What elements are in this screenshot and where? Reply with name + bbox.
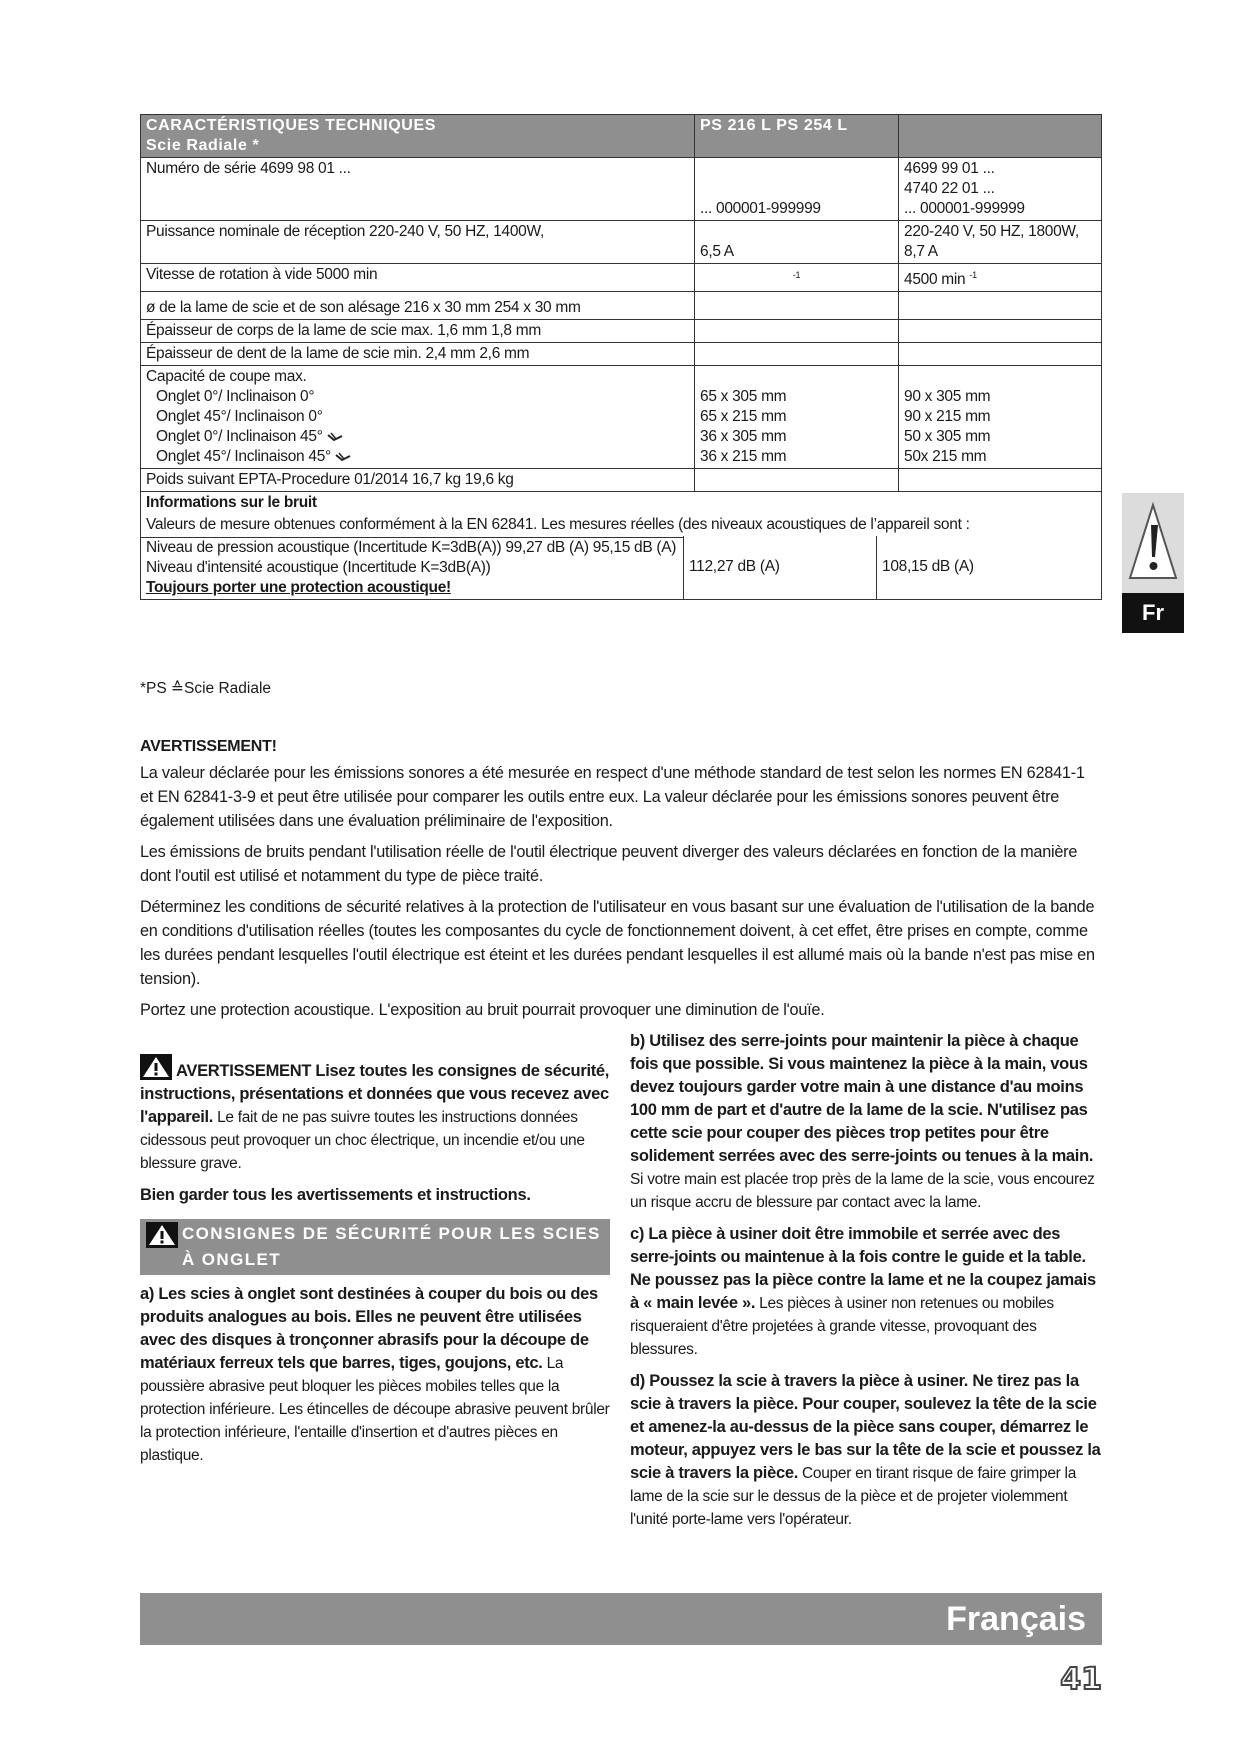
spec-header-models: PS 216 L PS 254 L <box>695 115 899 158</box>
power-col2: 6,5 A <box>695 221 899 264</box>
warning-triangle-icon <box>140 1054 172 1080</box>
warning-triangle-icon <box>146 1222 178 1248</box>
capacity-col3: 90 x 305 mm 90 x 215 mm 50 x 305 mm 50x 215 mm <box>899 366 1102 469</box>
serial-col3: 4699 99 01 ... 4740 22 01 ... ... 000001-999999 <box>899 158 1102 221</box>
keep-instructions: Bien garder tous les avertissements et instructions. <box>140 1186 531 1204</box>
noise-title: Informations sur le bruit <box>146 494 317 512</box>
page-number: 41 <box>1060 1662 1102 1697</box>
spec-header-empty <box>899 115 1102 158</box>
footnote: *PS ≙Scie Radiale <box>140 680 272 697</box>
warning-paragraph: Les émissions de bruits pendant l'utilisation réelle de l'outil électrique peuvent diverger des valeurs déclarées en fonction de la manière dont l'outil est utilisé et notamment du type de pièce traité. <box>140 843 1078 885</box>
speed-label: Vitesse de rotation à vide 5000 min <box>141 264 695 292</box>
weight-label: Poids suivant EPTA-Procedure 01/2014 16,7 kg 19,6 kg <box>141 469 695 492</box>
bevel-miter-cut-icon <box>335 451 351 463</box>
spec-header-title-cell <box>141 115 695 158</box>
body-label: Épaisseur de corps de la lame de scie max. 1,6 mm 1,8 mm <box>141 320 695 343</box>
table-row <box>141 469 1102 492</box>
noise-intensity-col3: 108,15 dB (A) <box>882 558 974 576</box>
bevel-cut-icon <box>327 431 343 443</box>
spec-header-title: CARACTÉRISTIQUES TECHNIQUES <box>146 117 436 134</box>
right-column <box>630 1030 1102 1540</box>
table-row <box>141 264 1102 292</box>
noise-pressure: Niveau de pression acoustique (Incertitude K=3dB(A)) 99,27 dB (A) 95,15 dB (A) <box>141 537 683 558</box>
noise-intro: Valeurs de mesure obtenues conformément à la EN 62841. Les mesures réelles (des niveaux acoustiques de l’appareil sont : <box>146 516 970 534</box>
rule-d: d) Poussez la scie à travers la pièce à usiner. Ne tirez pas la scie à travers la pièce. Pour couper, soulevez la tête de la scie et amenez-la au-dessus de la pièce sans couper, démarrez le moteur, appuyez vers le bas sur la tête de la scie et poussez la scie à travers la pièce. Couper en tirant risque de faire grimper la lame de la scie sur le dessus de la pièce et de projeter violemment l'unité porte-lame vers l'opérateur. <box>630 1372 1101 1528</box>
capacity-cell: Capacité de coupe max. Onglet 0°/ Inclinaison 0° Onglet 45°/ Inclinaison 0° Onglet 0°/ Inclinaison 45° Onglet 45°/ Inclinaison 45° <box>141 366 695 469</box>
power-label: Puissance nominale de réception 220-240 V, 50 HZ, 1400W, <box>141 221 695 264</box>
power-col3: 220-240 V, 50 HZ, 1800W, 8,7 A <box>899 221 1102 264</box>
footer-language-bar: Français <box>140 1593 1102 1645</box>
speed-col3: 4500 min $^{-1}$ <box>899 264 1102 292</box>
noise-warning-block <box>140 735 1102 1029</box>
left-column <box>140 1054 612 1476</box>
table-row <box>141 343 1102 366</box>
tooth-label: Épaisseur de dent de la lame de scie min. 2,4 mm 2,6 mm <box>141 343 695 366</box>
warning-paragraph: Déterminez les conditions de sécurité relatives à la protection de l'utilisateur en vous basant sur une évaluation de l'utilisation de la bande en conditions d'utilisation réelles (toutes les composantes du cycle de fonctionnement doivent, à cet effet, être prises en compte, comme les durées pendant lesquelles l'outil électrique est éteint et les durées pendant lesquelles il est allumé mais où la bande n'est pas mise en tension). <box>140 898 1095 988</box>
table-row <box>141 320 1102 343</box>
warning-paragraph: La valeur déclarée pour les émissions sonores a été mesurée en respect d'une méthode standard de test selon les normes EN 62841-1 et EN 62841-3-9 et peut être utilisée pour comparer les outils entre eux. La valeur déclarée pour les émissions sonores peuvent être également utilisées dans une évaluation préliminaire de l'exposition. <box>140 764 1085 830</box>
table-row <box>141 366 1102 469</box>
noise-intensity-col2: 112,27 dB (A) <box>684 536 877 599</box>
warning-exclamation-icon <box>1122 493 1184 593</box>
general-warning-bold: AVERTISSEMENT Lisez toutes les consignes de sécurité, instructions, présentations et données que vous recevez avec l'appareil. <box>140 1062 610 1126</box>
language-code: Fr <box>1122 593 1184 633</box>
speed-col2: -1 <box>695 264 899 292</box>
spec-table <box>140 114 1102 600</box>
noise-protection: Toujours porter une protection acoustique! <box>146 579 451 597</box>
capacity-label: Capacité de coupe max. <box>146 368 307 386</box>
table-row <box>141 221 1102 264</box>
warning-title: AVERTISSEMENT! <box>140 738 277 755</box>
noise-intensity-label: Niveau d'intensité acoustique (Incertitude K=3dB(A)) <box>146 559 491 577</box>
table-row <box>141 158 1102 221</box>
spec-table-header <box>141 115 1102 158</box>
general-warning-text: Le fait de ne pas suivre toutes les instructions données cidessous peut provoquer un choc électrique, un incendie et/ou une blessure grave. <box>140 1109 585 1172</box>
rule-b: b) Utilisez des serre-joints pour maintenir la pièce à chaque fois que possible. Si vous maintenez la pièce à la main, vous devez toujours garder votre main à une distance d'au moins 100 mm de part et d'autre de la lame de la scie. N'utilisez pas cette scie pour couper des pièces trop petites pour être solidement serrées avec des serre-joints ou tenues à la main. Si votre main est placée trop près de la lame de la scie, vous encourez un risque accru de blessure par contact avec la lame. <box>630 1032 1095 1211</box>
spec-header-subtitle: Scie Radiale * <box>146 137 260 154</box>
blade-label: ø de la lame de scie et de son alésage 216 x 30 mm 254 x 30 mm <box>141 292 695 320</box>
warning-paragraph: Portez une protection acoustique. L'exposition au bruit pourrait provoquer une diminution de l'ouïe. <box>140 1001 825 1019</box>
noise-row <box>141 492 1102 600</box>
rule-c: c) La pièce à usiner doit être immobile et serrée avec des serre-joints ou maintenue à la fois contre le guide et la table. Ne poussez pas la pièce contre la lame et ne la coupez jamais à « main levée ». Les pièces à usiner non retenues ou mobiles risqueraient d'être projetées à grande vitesse, provoquant des blessures. <box>630 1225 1096 1358</box>
table-row <box>141 292 1102 320</box>
serial-label: Numéro de série 4699 98 01 ... <box>141 158 695 221</box>
section-heading-miter-saw: CONSIGNES DE SÉCURITÉ POUR LES SCIES À ONGLET <box>140 1219 610 1275</box>
serial-col2: ... 000001-999999 <box>695 158 899 221</box>
capacity-col2: 65 x 305 mm 65 x 215 mm 36 x 305 mm 36 x 215 mm <box>695 366 899 469</box>
rule-a: a) Les scies à onglet sont destinées à couper du bois ou des produits analogues au bois. Elles ne peuvent être utilisées avec des disques à tronçonner abrasifs pour la découpe de matériaux ferreux tels que barres, tiges, goujons, etc. La poussière abrasive peut bloquer les pièces mobiles telles que la protection inférieure. Les étincelles de découpe abrasive peuvent brûler la protection inférieure, l'entaille d'insertion et d'autres pièces en plastique. <box>140 1285 610 1464</box>
language-side-tab <box>1122 493 1184 633</box>
